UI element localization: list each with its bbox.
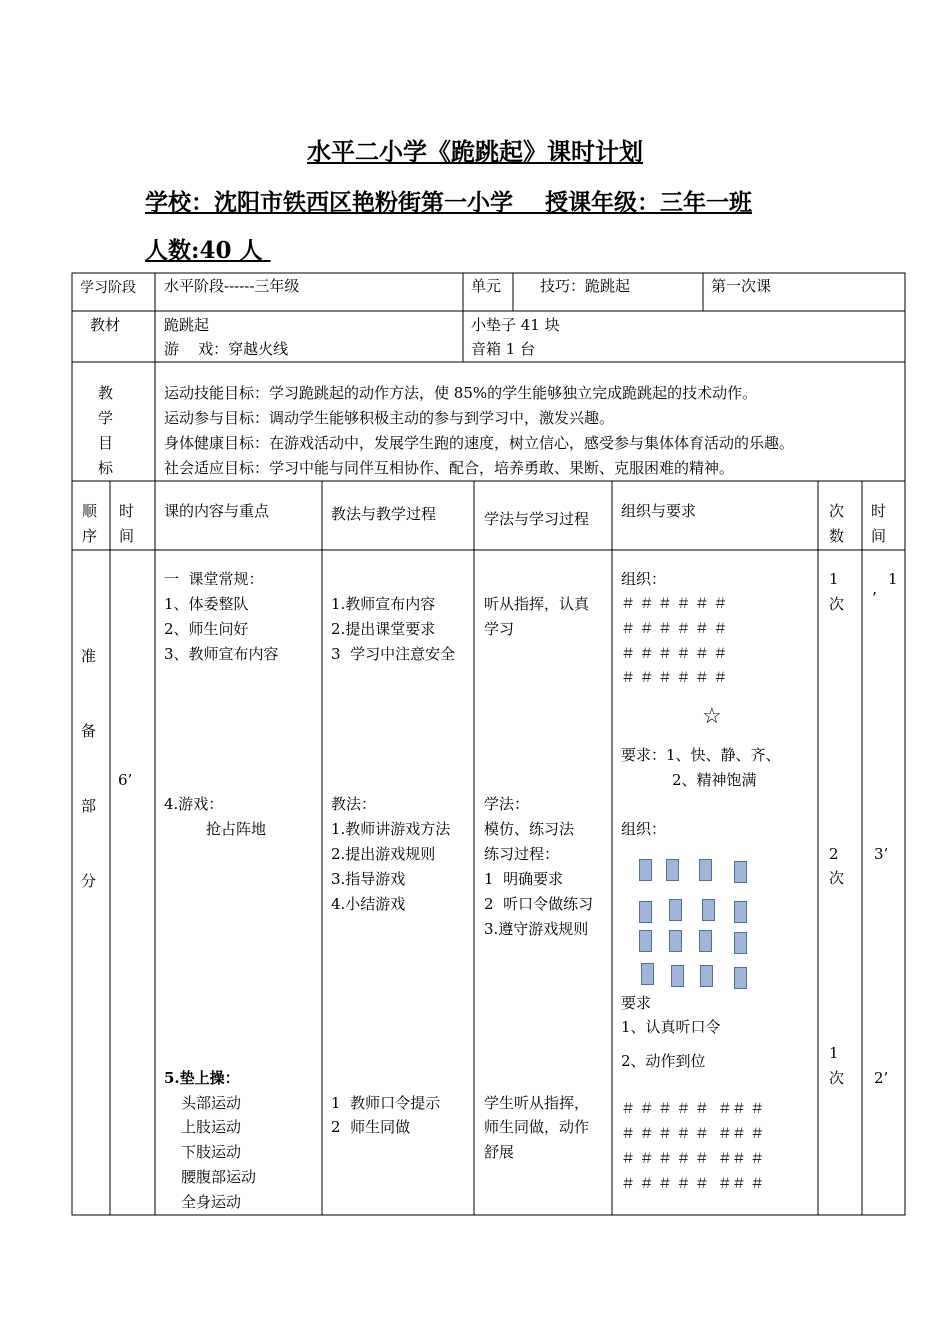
- header-time-2: 间: [119, 527, 135, 545]
- mat-icon: [734, 932, 747, 954]
- mat-icon: [699, 859, 712, 881]
- mat-icon: [734, 861, 747, 883]
- block1-duration-1: 1: [888, 570, 898, 588]
- mat-icon: [699, 930, 712, 952]
- material-2: 游 戏：穿越火线: [164, 340, 289, 358]
- mat-icon: [734, 967, 747, 989]
- goals-label-1: 教: [98, 384, 114, 402]
- material-label: 教材: [90, 316, 121, 334]
- block1-reps-2: 次: [829, 595, 845, 613]
- block1-item-3: 3、教师宣布内容: [164, 645, 279, 663]
- mat-icon: [639, 901, 652, 923]
- block1-learn-2: 学习: [484, 620, 515, 638]
- header-time-1: 时: [119, 502, 135, 520]
- block3-item-5: 全身运动: [181, 1193, 242, 1211]
- goals-label-3: 目: [98, 434, 114, 452]
- block3-formation-row-3: ＃ ＃ ＃ ＃ ＃ ＃＃ ＃: [621, 1151, 765, 1167]
- block3-reps-1: 1: [829, 1044, 839, 1062]
- stage-label: 学习阶段: [80, 280, 136, 296]
- header-reps-2: 数: [829, 527, 845, 545]
- block1-req-1: 要求：1、快、静、齐、: [621, 746, 781, 764]
- block2-req-2: 2、动作到位: [621, 1052, 706, 1070]
- goal-social: 社会适应目标：学习中能与同伴互相协作、配合，培养勇敢、果断、克服困难的精神。: [164, 459, 735, 477]
- goal-participation: 运动参与目标：调动学生能够积极主动的参与到学习中，激发兴趣。: [164, 409, 615, 427]
- block3-learn-3: 舒展: [484, 1143, 515, 1161]
- block2-org-label: 组织：: [621, 820, 667, 838]
- goal-skill: 运动技能目标：学习跪跳起的动作方法，使 85%的学生能够独立完成跪跳起的技术动作。: [164, 384, 758, 402]
- block3-item-2: 上肢运动: [181, 1118, 242, 1136]
- block2-teach-label: 教法：: [331, 795, 377, 813]
- section-time: 6’: [118, 771, 133, 789]
- header-duration-2: 间: [871, 527, 887, 545]
- header-content: 课的内容与重点: [164, 502, 270, 520]
- header-duration-1: 时: [871, 502, 887, 520]
- block2-title: 4.游戏：: [164, 795, 224, 813]
- block2-learn-5: 3.遵守游戏规则: [484, 920, 589, 938]
- section-char-1: 准: [81, 647, 97, 665]
- block1-title: 一 课堂常规：: [164, 570, 264, 588]
- block1-formation-row-3: ＃ ＃ ＃ ＃ ＃ ＃: [621, 646, 728, 662]
- mat-icon: [734, 901, 747, 923]
- header-order-1: 顺: [82, 502, 98, 520]
- block2-duration: 3’: [874, 845, 889, 863]
- block2-teach-1: 1.教师讲游戏方法: [331, 820, 451, 838]
- mat-icon: [700, 965, 713, 987]
- block2-learn-4: 2 听口令做练习: [484, 895, 594, 913]
- section-char-3: 部: [81, 797, 97, 815]
- block2-learn-1: 模仿、练习法: [484, 820, 575, 838]
- block3-formation-row-2: ＃ ＃ ＃ ＃ ＃ ＃＃ ＃: [621, 1126, 765, 1142]
- block1-formation-row-1: ＃ ＃ ＃ ＃ ＃ ＃: [621, 596, 728, 612]
- mat-icon: [641, 963, 654, 985]
- block2-game-name: 抢占阵地: [206, 820, 267, 838]
- block3-formation-row-1: ＃ ＃ ＃ ＃ ＃ ＃＃ ＃: [621, 1101, 765, 1117]
- block1-item-1: 1、体委整队: [164, 595, 249, 613]
- block3-title: 5.垫上操：: [164, 1069, 240, 1087]
- block1-teach-1: 1.教师宣布内容: [331, 595, 436, 613]
- goals-label-4: 标: [98, 459, 114, 477]
- goals-label-2: 学: [98, 409, 114, 427]
- block1-reps-1: 1: [829, 570, 839, 588]
- count-line: 人数:40 人: [145, 237, 271, 264]
- block1-formation-row-4: ＃ ＃ ＃ ＃ ＃ ＃: [621, 670, 728, 686]
- mat-icon: [702, 899, 715, 921]
- block1-org-label: 组织：: [621, 570, 667, 588]
- equipment-2: 音箱 1 台: [471, 340, 536, 358]
- block3-formation-row-4: ＃ ＃ ＃ ＃ ＃ ＃＃ ＃: [621, 1176, 765, 1192]
- section-char-4: 分: [81, 872, 97, 890]
- block1-teach-2: 2.提出课堂要求: [331, 620, 436, 638]
- block1-duration-2: ’: [872, 589, 877, 607]
- equipment-1: 小垫子 41 块: [471, 316, 560, 334]
- material-1: 跪跳起: [164, 316, 210, 334]
- block2-teach-2: 2.提出游戏规则: [331, 845, 436, 863]
- block2-teach-3: 3.指导游戏: [331, 870, 406, 888]
- block2-reps-2: 次: [829, 869, 845, 887]
- block1-item-2: 2、师生问好: [164, 620, 249, 638]
- stage-value: 水平阶段------三年级: [164, 277, 300, 295]
- teacher-star-icon: ☆: [702, 704, 722, 729]
- block3-learn-1: 学生听从指挥，: [484, 1094, 590, 1112]
- header-learn: 学法与学习过程: [484, 510, 590, 528]
- mat-icon: [669, 930, 682, 952]
- block3-duration: 2’: [874, 1069, 889, 1087]
- school-line: 学校：沈阳市铁西区艳粉街第一小学 授课年级：三年一班: [145, 189, 753, 216]
- block2-reps-1: 2: [829, 845, 839, 863]
- block3-reps-2: 次: [829, 1069, 845, 1087]
- mat-icon: [639, 859, 652, 881]
- header-reps-1: 次: [829, 502, 845, 520]
- block1-learn-1: 听从指挥，认真: [484, 595, 590, 613]
- lesson-number: 第一次课: [711, 277, 772, 295]
- mat-icon: [639, 930, 652, 952]
- block1-req-2: 2、精神饱满: [672, 771, 757, 789]
- header-teach: 教法与教学过程: [331, 505, 437, 523]
- page-title: 水平二小学《跪跳起》课时计划: [307, 137, 643, 166]
- block1-formation-row-2: ＃ ＃ ＃ ＃ ＃ ＃: [621, 621, 728, 637]
- block2-req-label: 要求: [621, 994, 652, 1012]
- block3-item-4: 腰腹部运动: [181, 1168, 257, 1186]
- unit-value: 技巧：跪跳起: [540, 277, 631, 295]
- block1-teach-3: 3 学习中注意安全: [331, 645, 456, 663]
- block2-learn-2: 练习过程：: [484, 845, 560, 863]
- block3-teach-1: 1 教师口令提示: [331, 1094, 441, 1112]
- block2-learn-label: 学法：: [484, 795, 530, 813]
- mat-icon: [671, 965, 684, 987]
- unit-label: 单元: [471, 277, 502, 295]
- block2-teach-4: 4.小结游戏: [331, 895, 406, 913]
- block2-req-1: 1、认真听口令: [621, 1018, 721, 1036]
- block2-learn-3: 1 明确要求: [484, 870, 564, 888]
- block3-item-3: 下肢运动: [181, 1143, 242, 1161]
- mat-icon: [669, 899, 682, 921]
- section-char-2: 备: [81, 722, 97, 740]
- header-order-2: 序: [82, 527, 98, 545]
- header-org: 组织与要求: [621, 502, 697, 520]
- block3-item-1: 头部运动: [181, 1094, 242, 1112]
- block3-learn-2: 师生同做，动作: [484, 1118, 590, 1136]
- mat-icon: [666, 859, 679, 881]
- goal-health: 身体健康目标：在游戏活动中，发展学生跑的速度，树立信心，感受参与集体体育活动的乐趣。: [164, 434, 795, 452]
- block3-teach-2: 2 师生同做: [331, 1118, 411, 1136]
